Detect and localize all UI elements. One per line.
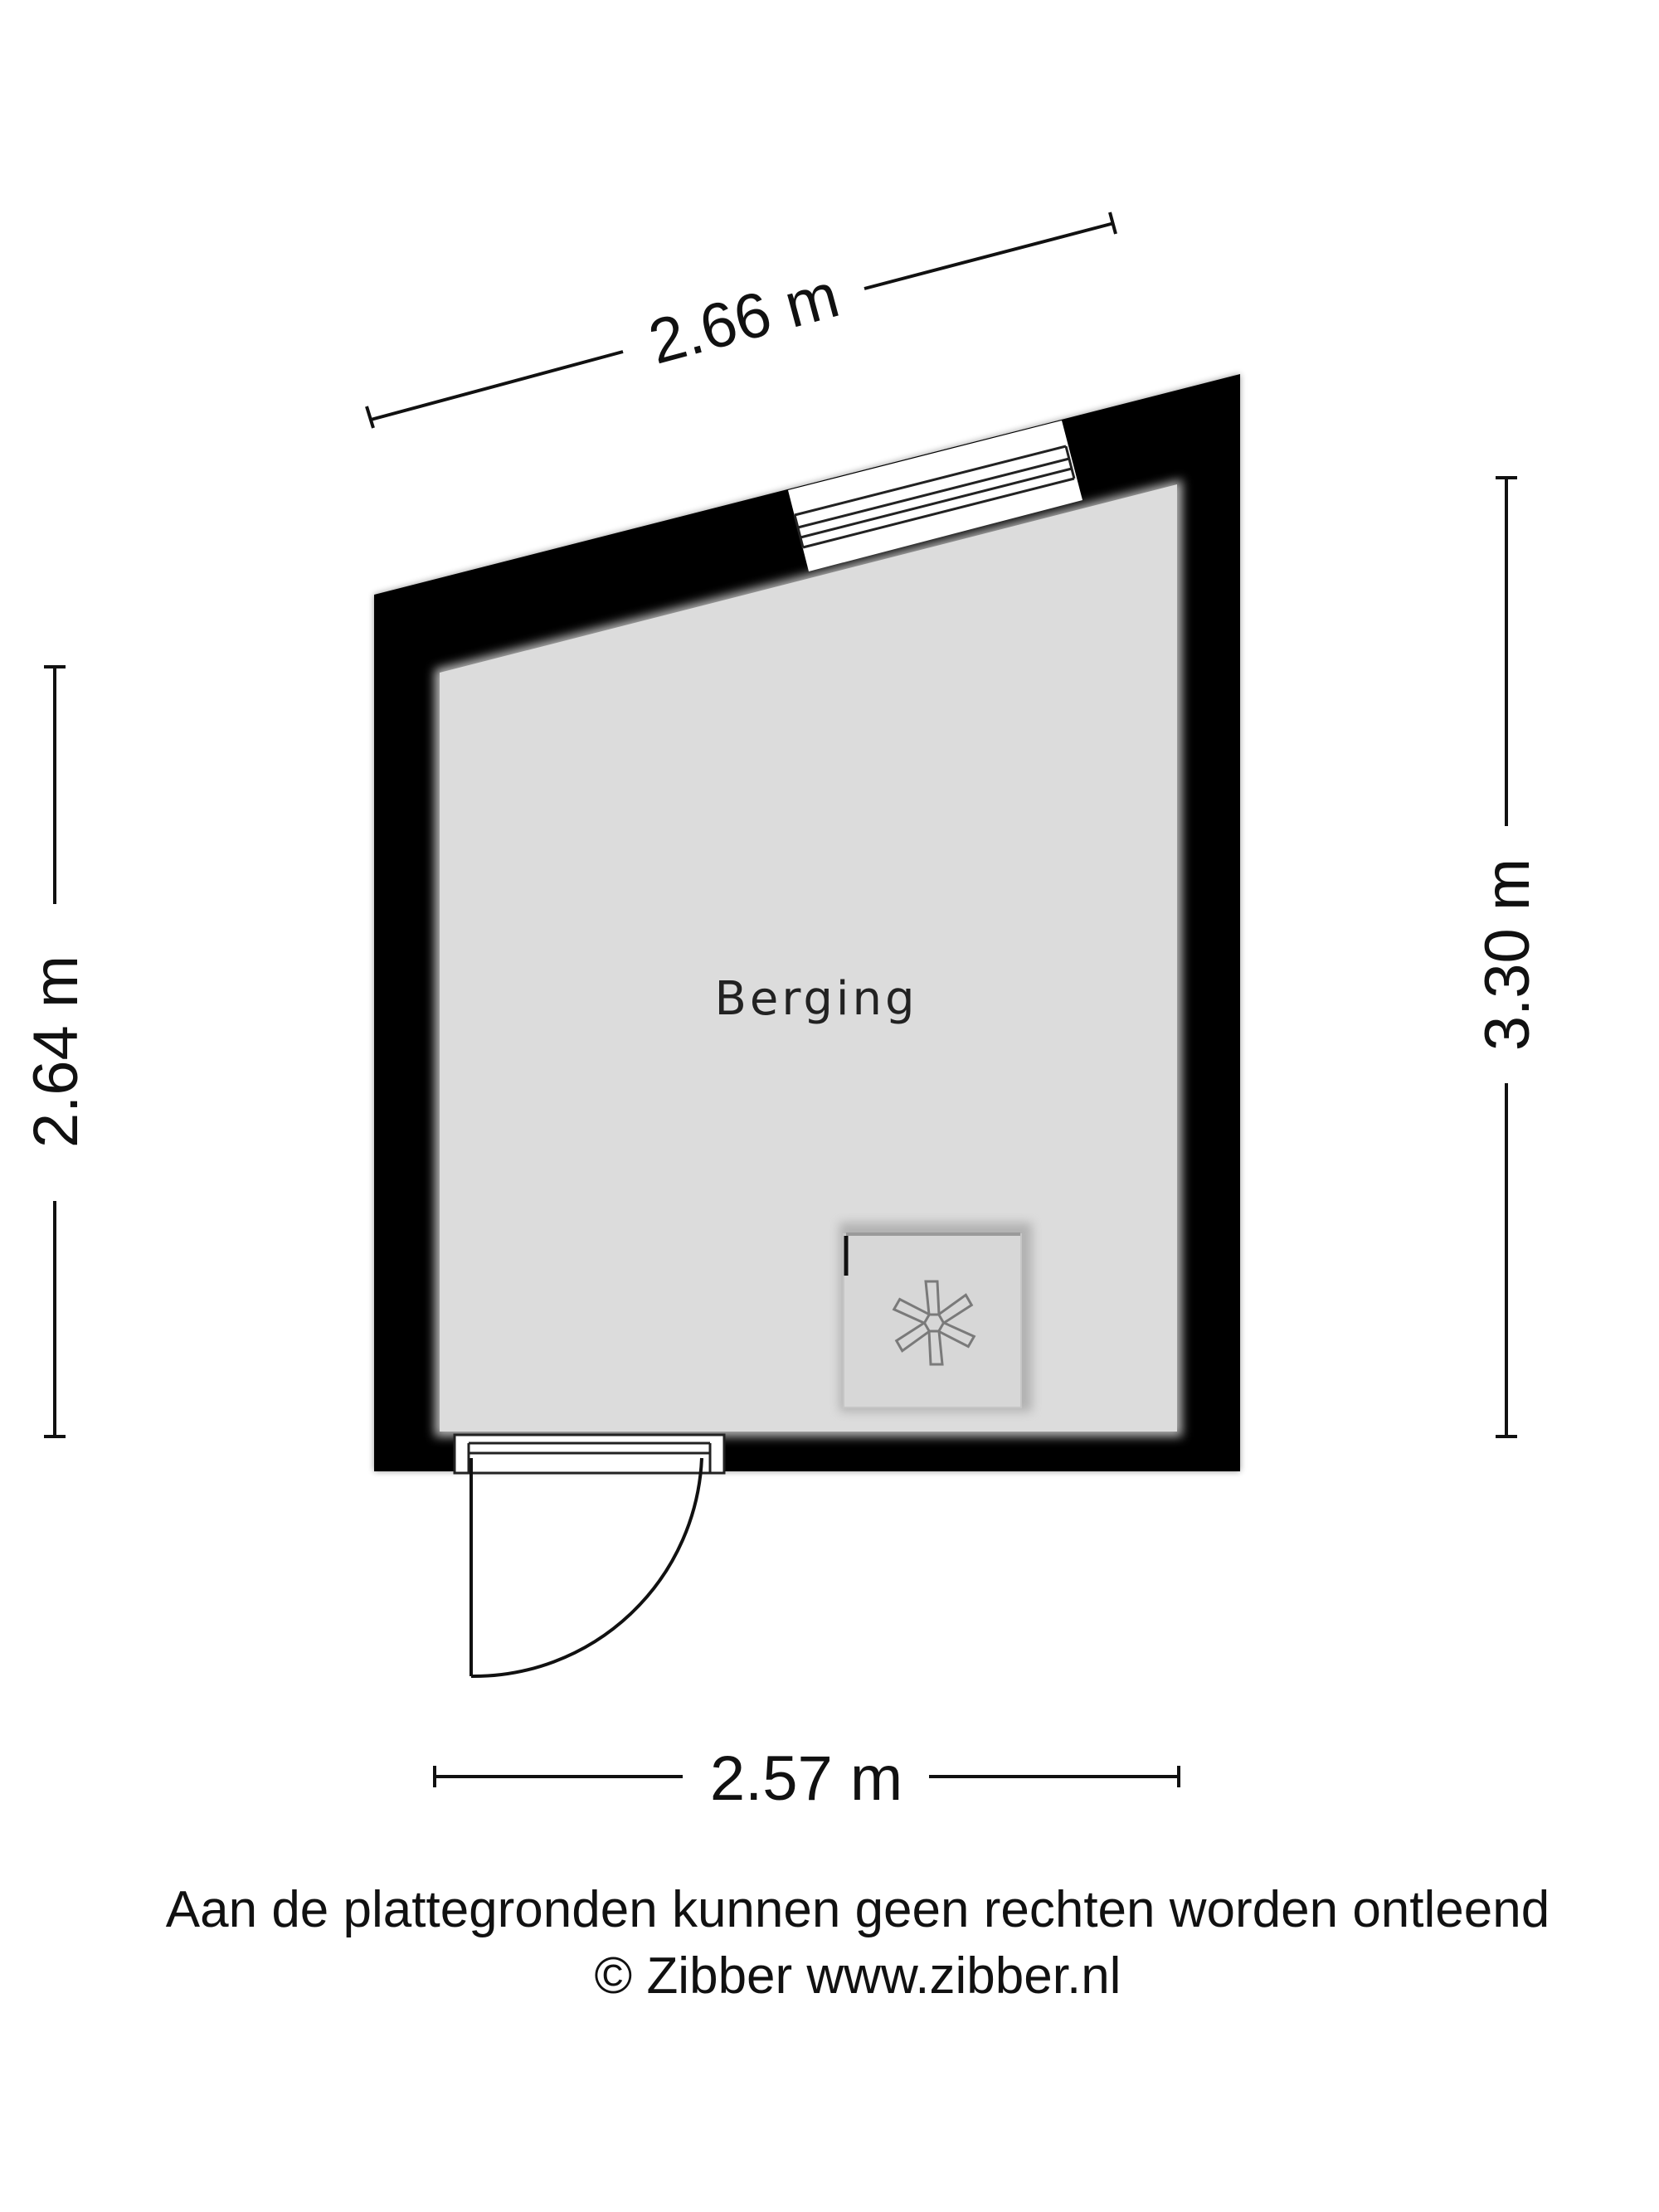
dimension-bottom <box>435 1743 1179 1814</box>
dimension-right <box>1472 478 1543 1437</box>
disclaimer-text: Aan de plattegronden kunnen geen rechten worden ontleend <box>165 1881 1550 1938</box>
dimension-top-label: 2.66 m <box>641 260 847 378</box>
door-icon <box>455 1435 724 1676</box>
dimension-right-label: 3.30 m <box>1472 858 1543 1052</box>
dimension-top <box>367 212 1116 428</box>
dimension-left-label: 2.64 m <box>21 955 91 1149</box>
room-label: Berging <box>714 972 918 1026</box>
dimension-bottom-label: 2.57 m <box>709 1743 903 1814</box>
copyright-text: © Zibber www.zibber.nl <box>594 1947 1121 2005</box>
boiler-icon <box>839 1223 1032 1412</box>
dimension-left <box>21 667 91 1437</box>
